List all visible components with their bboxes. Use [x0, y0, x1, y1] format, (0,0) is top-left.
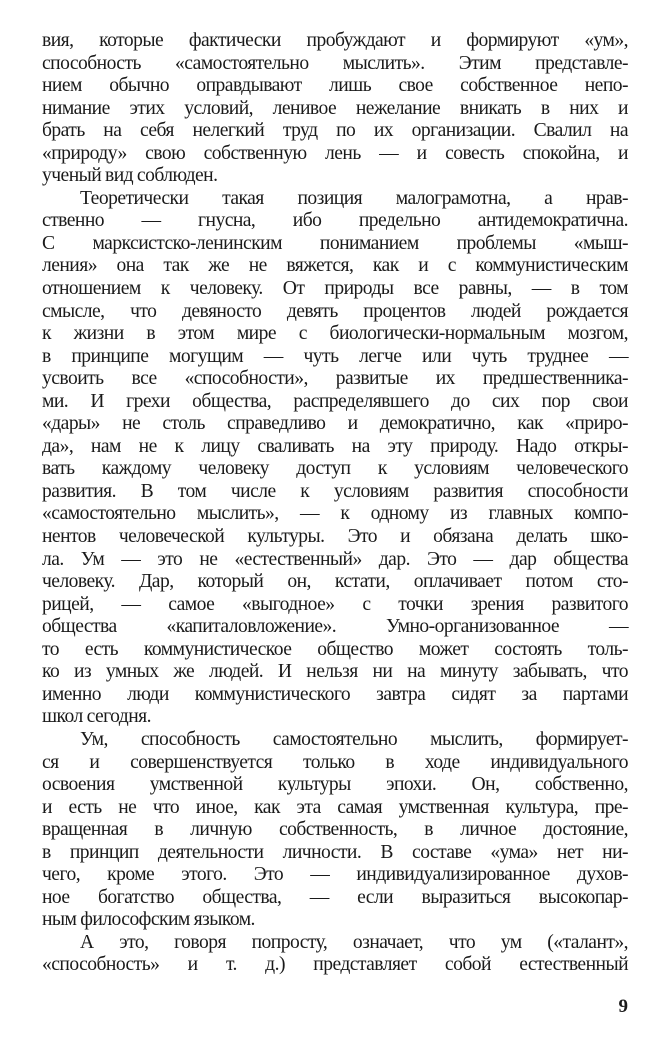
- text-line: ное богатство общества, — если выразиться высокопар-: [42, 886, 628, 908]
- text-line: Ум, способность самостоятельно мыслить, формирует-: [80, 728, 628, 750]
- text-line: С марксистско-ленинским пониманием проблемы «мыш-: [42, 232, 628, 254]
- text-line: человеку. Дар, который он, кстати, оплачивает потом сто-: [42, 571, 628, 593]
- text-line: «дары» не столь справедливо и демократично, как «приро-: [42, 413, 628, 435]
- text-line: А это, говоря попросту, означает, что ум («талант»,: [80, 931, 628, 953]
- text-line: и есть не что иное, как эта самая умственная культура, пре-: [42, 796, 628, 818]
- text-line: вия, которые фактически пробуждают и формируют «ум»,: [42, 30, 628, 51]
- paragraph-4: [42, 932, 628, 977]
- text-line: брать на себя нелегкий труд по их организации. Свалил на: [42, 120, 628, 142]
- text-line: чего, кроме этого. Это — индивидуализированное духов-: [42, 864, 628, 886]
- text-line: к жизни в этом мире с биологически-нормальным мозгом,: [42, 323, 628, 345]
- text-line: способность «самостоятельно мыслить». Этим представле-: [42, 52, 628, 74]
- text-line: ла. Ум — это не «естественный» дар. Это — дар общества: [42, 548, 628, 570]
- text-line: развития. В том числе к условиям развития способности: [42, 480, 628, 502]
- text-line: ми. И грехи общества, распределявшего до сих пор свои: [42, 390, 628, 412]
- text-line: в принципе могущим — чуть легче или чуть труднее —: [42, 345, 628, 367]
- text-line: ученый вид соблюден.: [42, 165, 218, 187]
- text-line: в принцип деятельности личности. В составе «ума» нет ни-: [42, 841, 628, 863]
- text-line: нимание этих условий, ленивое нежелание вникать в них и: [42, 97, 628, 119]
- text-line: вращенная в личную собственность, в личное достояние,: [42, 819, 628, 841]
- text-line: ным философским языком.: [42, 909, 255, 931]
- text-line: отношением к человеку. От природы все равны, — в том: [42, 278, 628, 300]
- text-line: рицей, — самое «выгодное» с точки зрения развитого: [42, 593, 628, 615]
- text-line: общества «капиталовложение». Умно-организованное —: [42, 616, 628, 638]
- text-line: «самостоятельно мыслить», — к одному из главных компо-: [42, 503, 628, 525]
- text-line: смысле, что девяносто девять процентов людей рождается: [42, 300, 628, 322]
- text-line: ся и совершенствуется только в ходе индивидуального: [42, 751, 628, 773]
- paragraph-2: [42, 188, 628, 729]
- text-line: освоения умственной культуры эпохи. Он, собственно,: [42, 774, 628, 796]
- text-line: «способность» и т. д.) представляет собой естественный: [42, 954, 628, 976]
- text-line: именно люди коммунистического завтра сидят за партами: [42, 683, 628, 705]
- text-line: нентов человеческой культуры. Это и обязана делать шко-: [42, 526, 628, 548]
- page-number: 9: [618, 996, 628, 1017]
- text-line: нием обычно оправдывают лишь свое собственное непо-: [42, 75, 628, 97]
- text-line: ственно — гнусна, ибо предельно антидемократична.: [42, 210, 628, 232]
- paragraph-3: [42, 729, 628, 932]
- text-line: ления» она так же не вяжется, как и с коммунистическим: [42, 255, 628, 277]
- text-line: «природу» свою собственную лень — и совесть спокойна, и: [42, 142, 628, 164]
- text-line: усвоить все «способности», развитые их предшественника-: [42, 368, 628, 390]
- text-line: Теоретически такая позиция малограмотна, а нрав-: [80, 187, 628, 209]
- text-line: вать каждому человеку доступ к условиям человеческого: [42, 458, 628, 480]
- text-line: то есть коммунистическое общество может состоять толь-: [42, 638, 628, 660]
- page-body: [42, 30, 628, 977]
- text-line: школ сегодня.: [42, 706, 151, 728]
- text-line: ко из умных же людей. И нельзя ни на минуту забывать, что: [42, 661, 628, 683]
- text-line: да», нам не к лицу сваливать на эту природу. Надо откры-: [42, 435, 628, 457]
- paragraph-1: [42, 30, 628, 188]
